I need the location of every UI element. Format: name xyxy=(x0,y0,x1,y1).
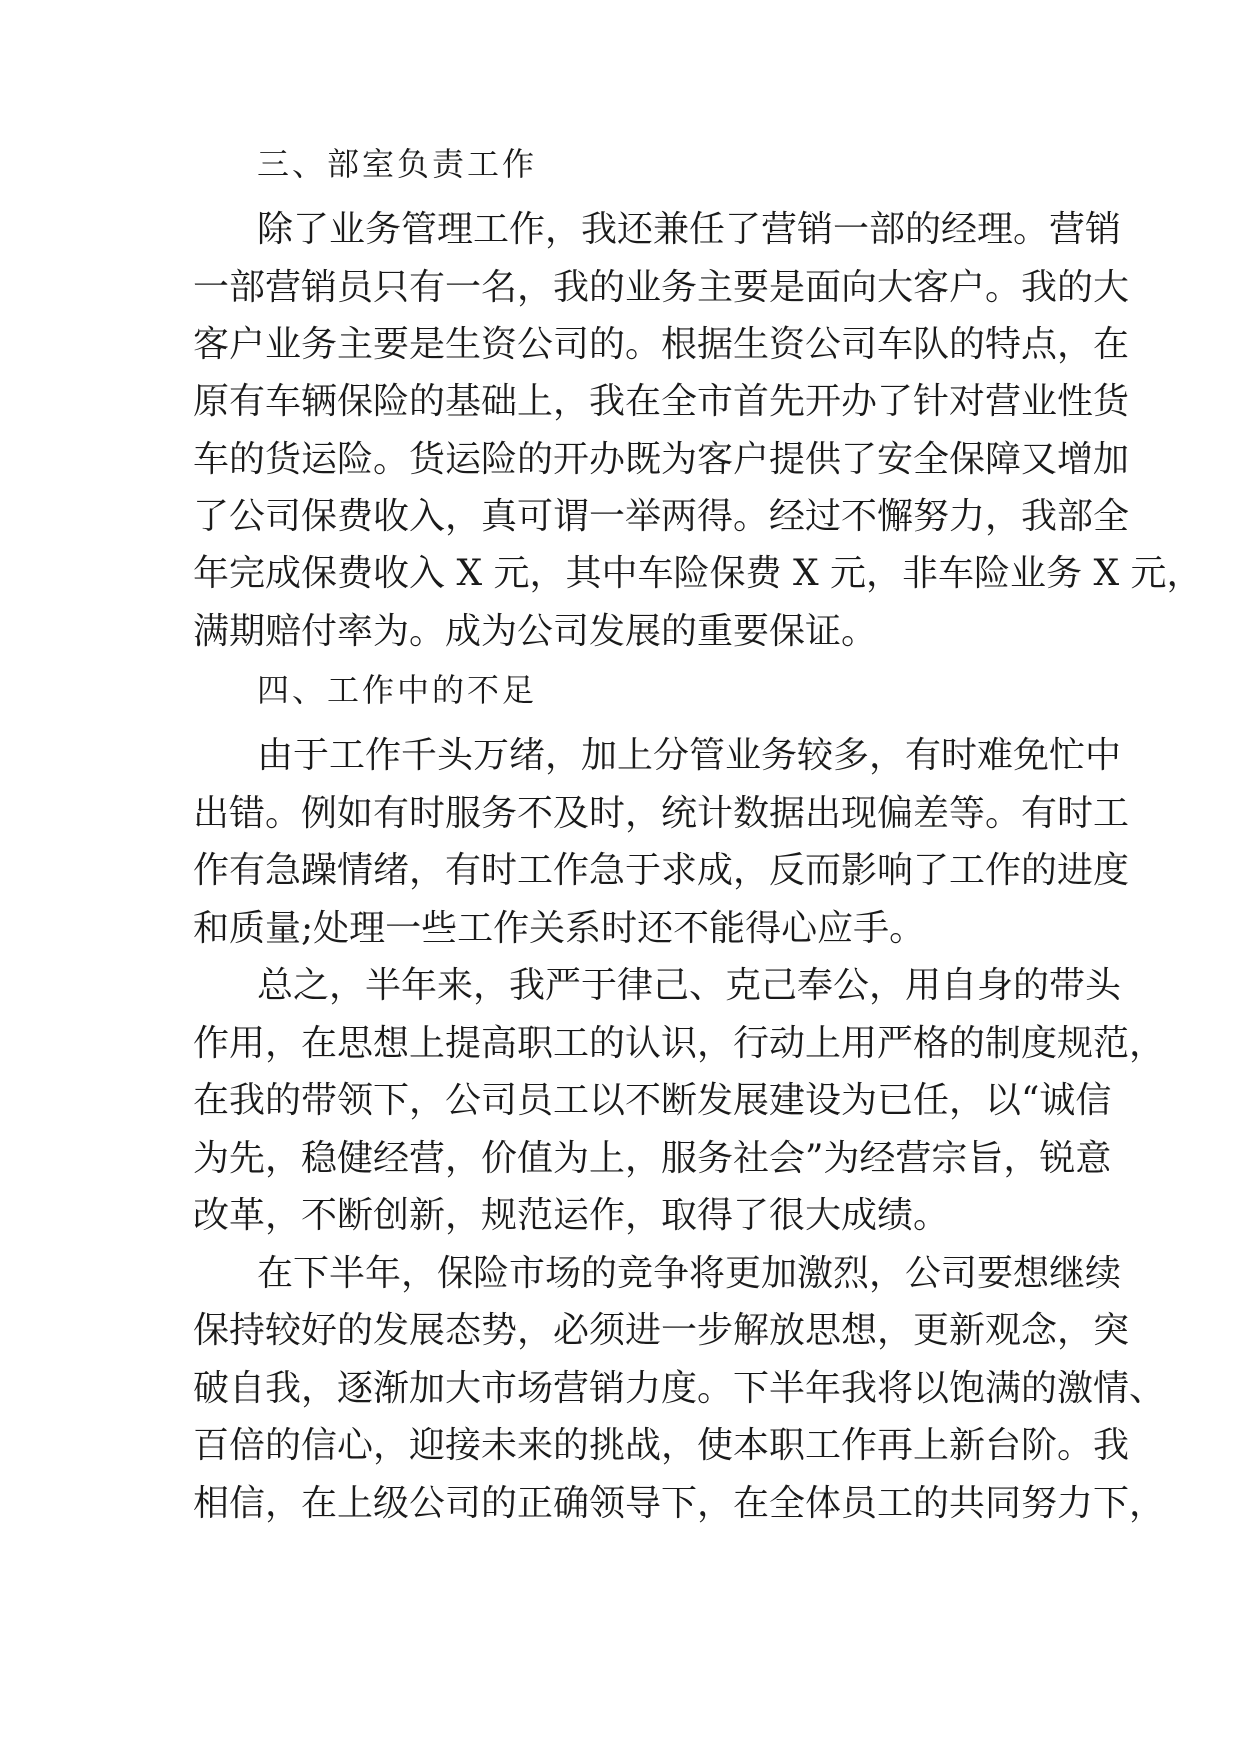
paragraph-4-line-3: 破自我，逐渐加大市场营销力度。下半年我将以饱满的激情、 xyxy=(193,1368,1166,1409)
paragraph-1-line-5: 车的货运险。货运险的开办既为客户提供了安全保障又增加 xyxy=(193,439,1130,480)
paragraph-1-line-1: 除了业务管理工作，我还兼任了营销一部的经理。营销 xyxy=(257,209,1122,250)
paragraph-1-line-4: 原有车辆保险的基础上，我在全市首先开办了针对营业性货 xyxy=(193,381,1130,422)
paragraph-3-line-3: 在我的带领下，公司员工以不断发展建设为已任，以“诚信 xyxy=(193,1080,1112,1121)
paragraph-2-line-3: 作有急躁情绪，有时工作急于求成，反而影响了工作的进度 xyxy=(193,850,1130,891)
paragraph-1-line-8: 满期赔付率为。成为公司发展的重要保证。 xyxy=(193,611,878,652)
paragraph-3-line-1: 总之，半年来，我严于律己、克己奉公，用自身的带头 xyxy=(257,965,1122,1006)
paragraph-1-line-7: 年完成保费收入 X 元，其中车险保费 X 元，非车险业务 X 元， xyxy=(193,553,1203,594)
paragraph-4-line-5: 相信，在上级公司的正确领导下，在全体员工的共同努力下， xyxy=(193,1483,1166,1524)
paragraph-3-line-5: 改革，不断创新，规范运作，取得了很大成绩。 xyxy=(193,1195,950,1236)
paragraph-2-line-1: 由于工作千头万绪，加上分管业务较多，有时难免忙中 xyxy=(257,735,1122,776)
paragraph-1-line-2: 一部营销员只有一名，我的业务主要是面向大客户。我的大 xyxy=(193,267,1130,308)
paragraph-1-line-6: 了公司保费收入，真可谓一举两得。经过不懈努力，我部全 xyxy=(193,496,1130,537)
paragraph-3-line-2: 作用，在思想上提高职工的认识，行动上用严格的制度规范， xyxy=(193,1023,1166,1064)
paragraph-2-line-2: 出错。例如有时服务不及时，统计数据出现偏差等。有时工 xyxy=(193,793,1130,834)
paragraph-1-line-3: 客户业务主要是生资公司的。根据生资公司车队的特点，在 xyxy=(193,324,1130,365)
section-heading-3: 三、部室负责工作 xyxy=(257,145,538,183)
paragraph-4-line-1: 在下半年，保险市场的竞争将更加激烈，公司要想继续 xyxy=(257,1253,1122,1294)
paragraph-2-line-4: 和质量;处理一些工作关系时还不能得心应手。 xyxy=(193,908,926,949)
section-heading-4: 四、工作中的不足 xyxy=(257,671,538,709)
paragraph-4-line-2: 保持较好的发展态势，必须进一步解放思想，更新观念，突 xyxy=(193,1310,1130,1351)
paragraph-3-line-4: 为先，稳健经营，价值为上，服务社会”为经营宗旨，锐意 xyxy=(193,1138,1112,1179)
paragraph-4-line-4: 百倍的信心，迎接未来的挑战，使本职工作再上新台阶。我 xyxy=(193,1425,1130,1466)
